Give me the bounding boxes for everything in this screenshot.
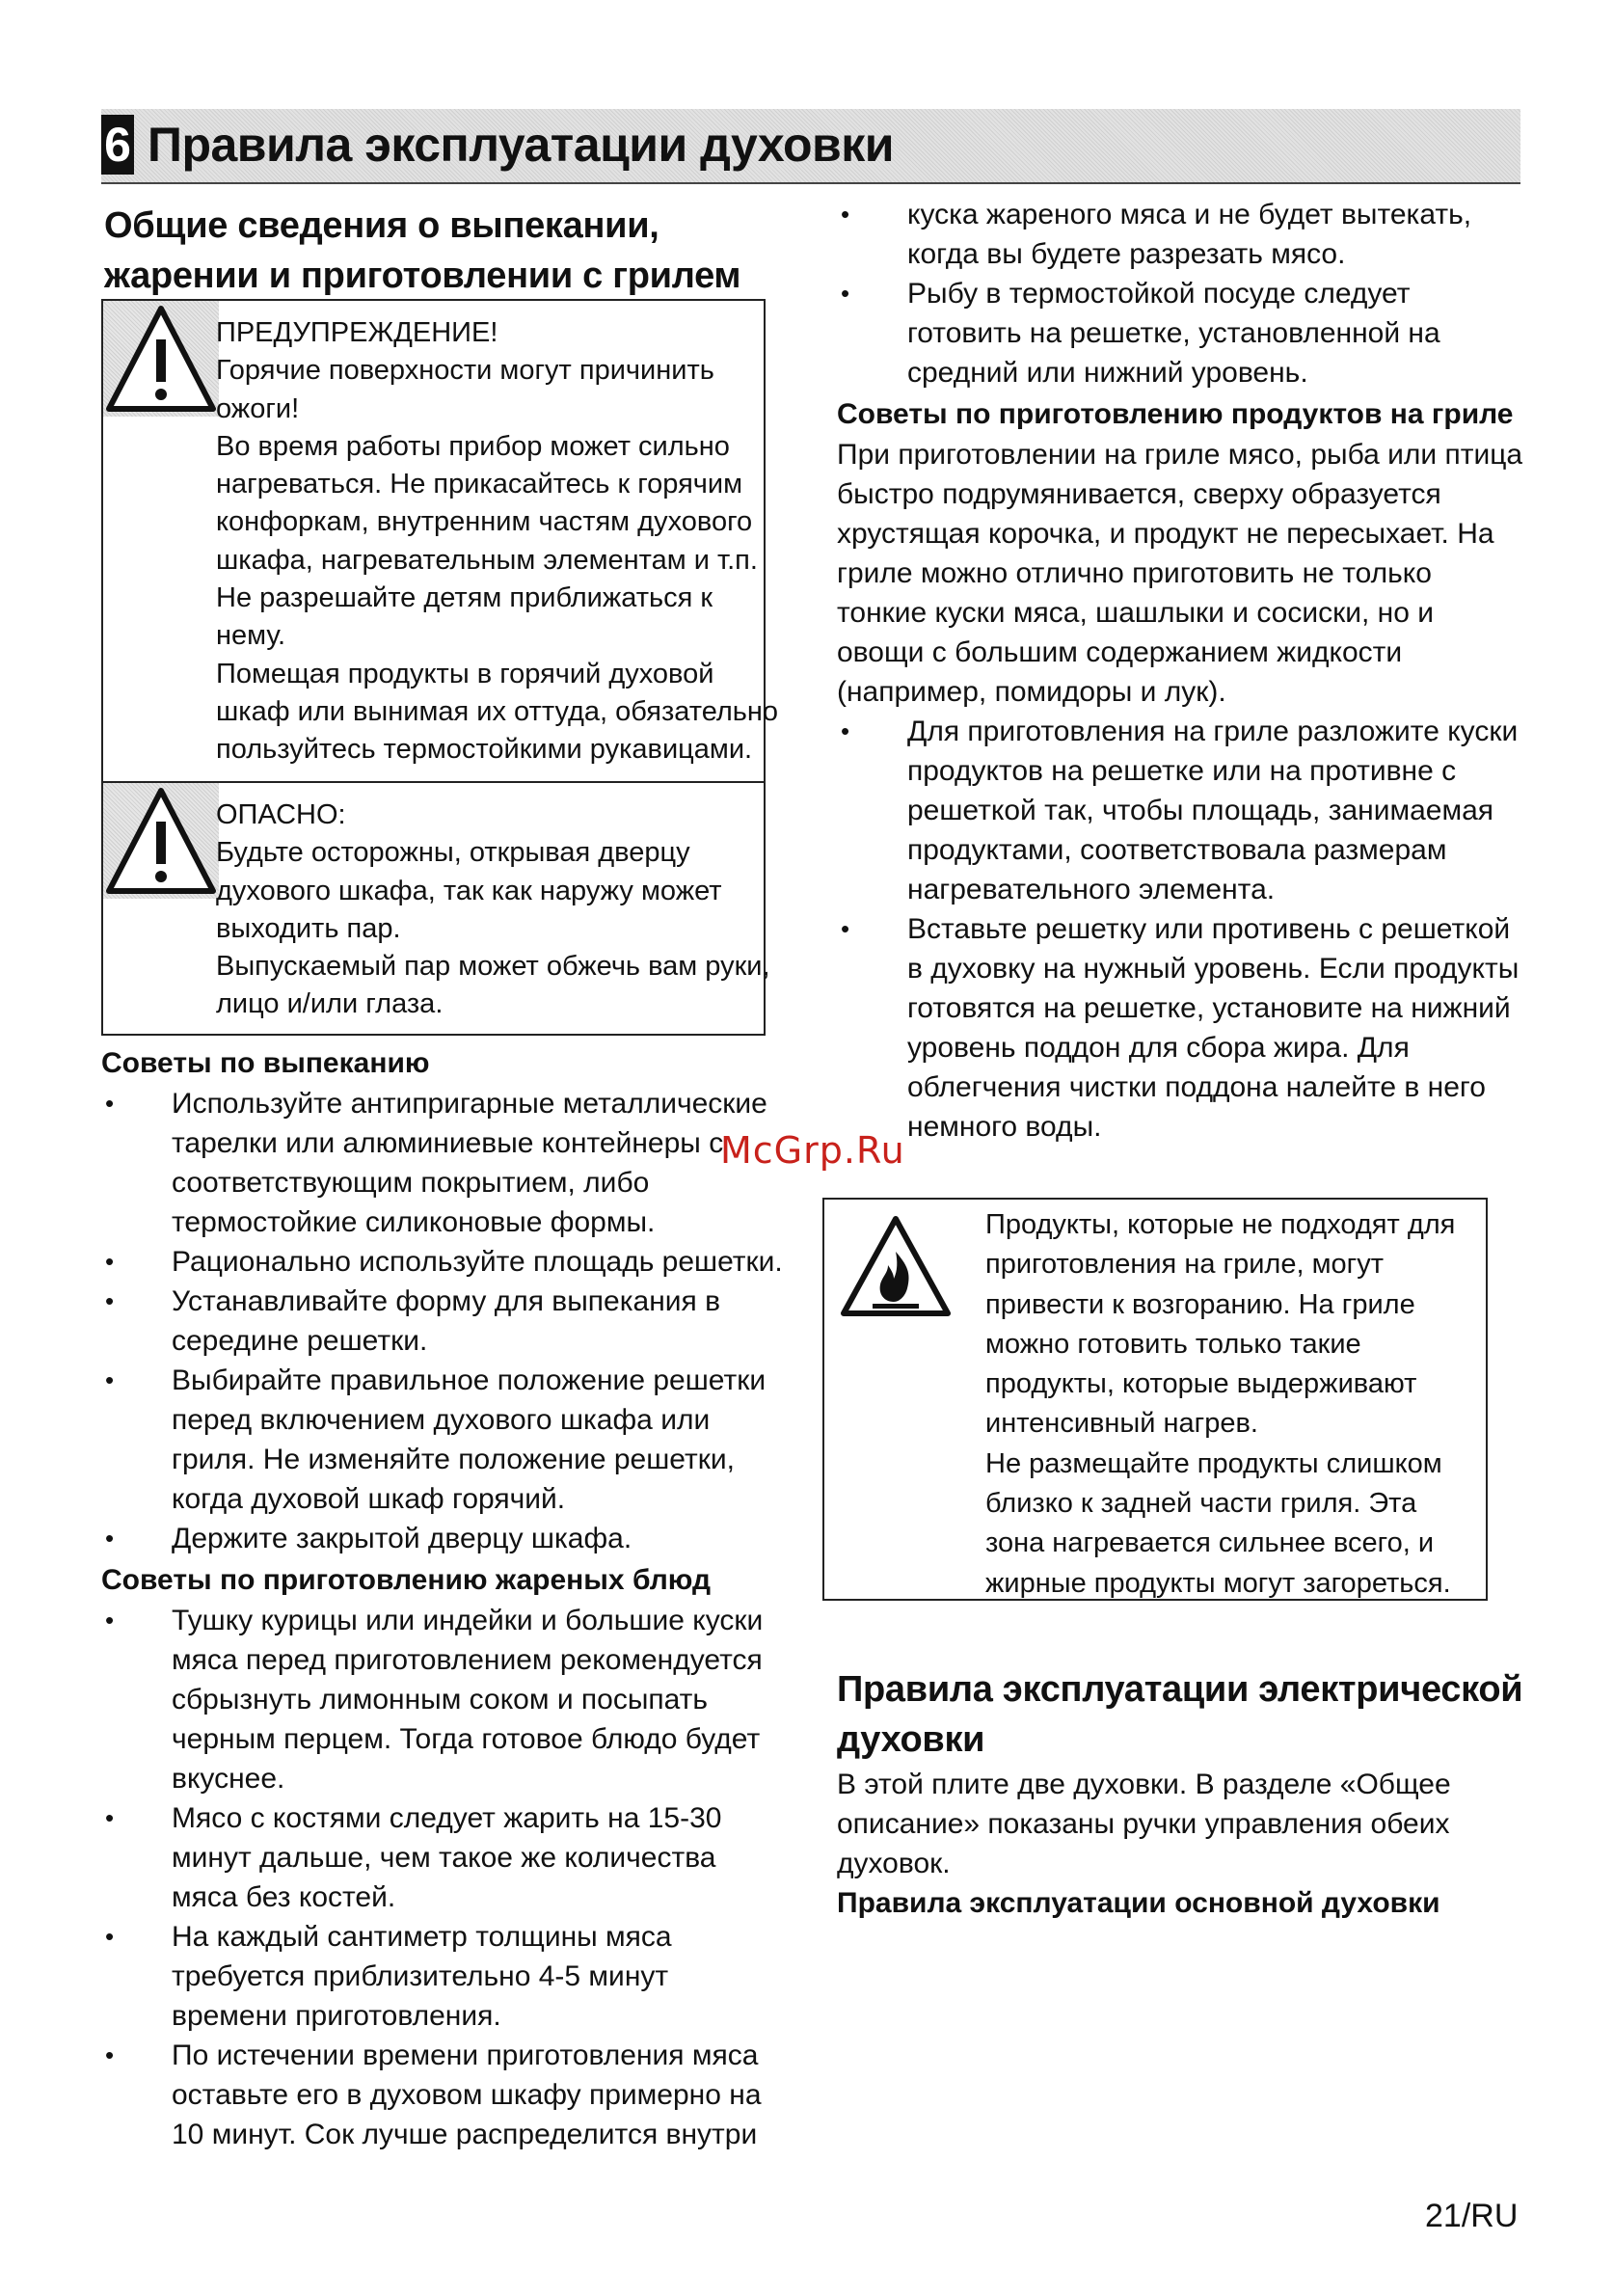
- list-item: • Вставьте решетку или противень с решеткой в духовку на нужный уровень. Если продукты готовятся на решетке, установите на нижний уровень поддон для сбора жира. Для облегчения чистки поддона налейте в него немного воды.: [837, 909, 1523, 1147]
- warning-box: [101, 299, 779, 1036]
- fire-warning-box: [822, 1198, 1488, 1601]
- electric-heading: Правила эксплуатации электрической духовки: [837, 1669, 1523, 1760]
- baking-list: [101, 1084, 788, 1558]
- list-item: • Тушку курицы или индейки и большие куски мяса перед приготовлением рекомендуется сбрызнуть лимонным соком и посыпать черным перцем. Тогда готовое блюдо будет вкуснее.: [101, 1601, 788, 1798]
- general-heading: Общие сведения о выпекании, жарении и приготовлении с грилем: [104, 205, 741, 296]
- roasting-heading: Советы по приготовлению жареных блюд: [101, 1564, 712, 1596]
- warning-triangle-icon: [103, 301, 219, 417]
- danger-title: ОПАСНО:: [216, 799, 346, 830]
- list-item: • Выбирайте правильное положение решетки перед включением духового шкафа или гриля. Не изменяйте положение решетки, когда духовой шкаф горячий.: [101, 1361, 788, 1519]
- list-item: • Рационально используйте площадь решетки.: [101, 1242, 788, 1282]
- list-item: • По истечении времени приготовления мяса оставьте его в духовом шкафу примерно на 10 минут. Сок лучше распределится внутри: [101, 2036, 788, 2154]
- danger-text: ОПАСНО: Будьте осторожны, открывая дверцу духового шкафа, так как наружу может выходить пар. Выпускаемый пар может обжечь вам руки, лицо и/или глаза.: [216, 797, 794, 1024]
- list-item: • Используйте антипригарные металлические тарелки или алюминиевые контейнеры с соответствующим покрытием, либо термостойкие силиконовые формы.: [101, 1084, 788, 1242]
- watermark: McGrp.Ru: [720, 1129, 905, 1172]
- electric-section: [837, 1664, 1523, 1924]
- section-number: 6: [101, 115, 134, 175]
- main-oven-heading: Правила эксплуатации основной духовки: [837, 1887, 1440, 1919]
- warning-title: ПРЕДУПРЕЖДЕНИЕ!: [216, 317, 498, 348]
- roasting-list: [101, 1601, 788, 2154]
- right-column-top: [837, 195, 1523, 1147]
- list-item: • На каждый сантиметр толщины мяса требуется приблизительно 4-5 минут времени приготовления.: [101, 1917, 788, 2036]
- grill-list: [837, 712, 1523, 1147]
- section-title: Правила эксплуатации духовки: [148, 118, 895, 172]
- list-item: • Мясо с костями следует жарить на 15-30 минут дальше, чем такое же количества мяса без костей.: [101, 1798, 788, 1917]
- warning-text: ПРЕДУПРЕЖДЕНИЕ! Горячие поверхности могут причинить ожоги! Во время работы прибор может сильно нагреваться. Не прикасайтесь к горячим конфоркам, внутренним частям духового шкафа, нагревательным элементам и т.п. Не разрешайте детям приближаться к нему. Помещая продукты в горячий духовой шкаф или вынимая их оттуда, обязательно пользуйтесь термостойкими рукавицами.: [216, 314, 794, 770]
- list-item: • Устанавливайте форму для выпекания в середине решетки.: [101, 1282, 788, 1361]
- continuation-list: [837, 195, 1523, 392]
- list-item-continuation: • куска жареного мяса и не будет вытекать, когда вы будете разрезать мясо.: [837, 195, 1523, 274]
- grill-intro: При приготовлении на гриле мясо, рыба или птица быстро подрумянивается, сверху образуется хрустящая корочка, и продукт не пересыхает. На гриле можно отлично приготовить не только тонкие куски мяса, шашлыки и сосиски, но и овощи с большим содержанием жидкости (например, помидоры и лук).: [837, 439, 1523, 708]
- section-header: [101, 109, 1520, 184]
- danger-section: [103, 783, 770, 1034]
- baking-section: [101, 1043, 788, 2154]
- danger-triangle-icon: [103, 783, 219, 899]
- list-item: • Для приготовления на гриле разложите куски продуктов на решетке или на противне с решеткой так, чтобы площадь, занимаемая продуктами, соответствовала размерам нагревательного элемента.: [837, 712, 1523, 909]
- grill-heading: Советы по приготовлению продуктов на гриле: [837, 398, 1514, 430]
- baking-heading: Советы по выпеканию: [101, 1047, 430, 1079]
- fire-warning-text: Продукты, которые не подходят для приготовления на гриле, могут привести к возгоранию. На гриле можно готовить только такие продукты, которые выдерживают интенсивный нагрев. Не размещайте продукты слишком близко к задней части гриля. Эта зона нагревается сильнее всего, и жирные продукты могут загореться.: [985, 1209, 1456, 1599]
- page-number: 21/RU: [1425, 2198, 1519, 2234]
- fire-icon: [838, 1213, 954, 1319]
- electric-text: В этой плите две духовки. В разделе «Общее описание» показаны ручки управления обеих духовок.: [837, 1769, 1451, 1879]
- list-item: • Держите закрытой дверцу шкафа.: [101, 1519, 788, 1558]
- warning-section: [103, 301, 779, 783]
- list-item: • Рыбу в термостойкой посуде следует готовить на решетке, установленной на средний или нижний уровень.: [837, 274, 1523, 392]
